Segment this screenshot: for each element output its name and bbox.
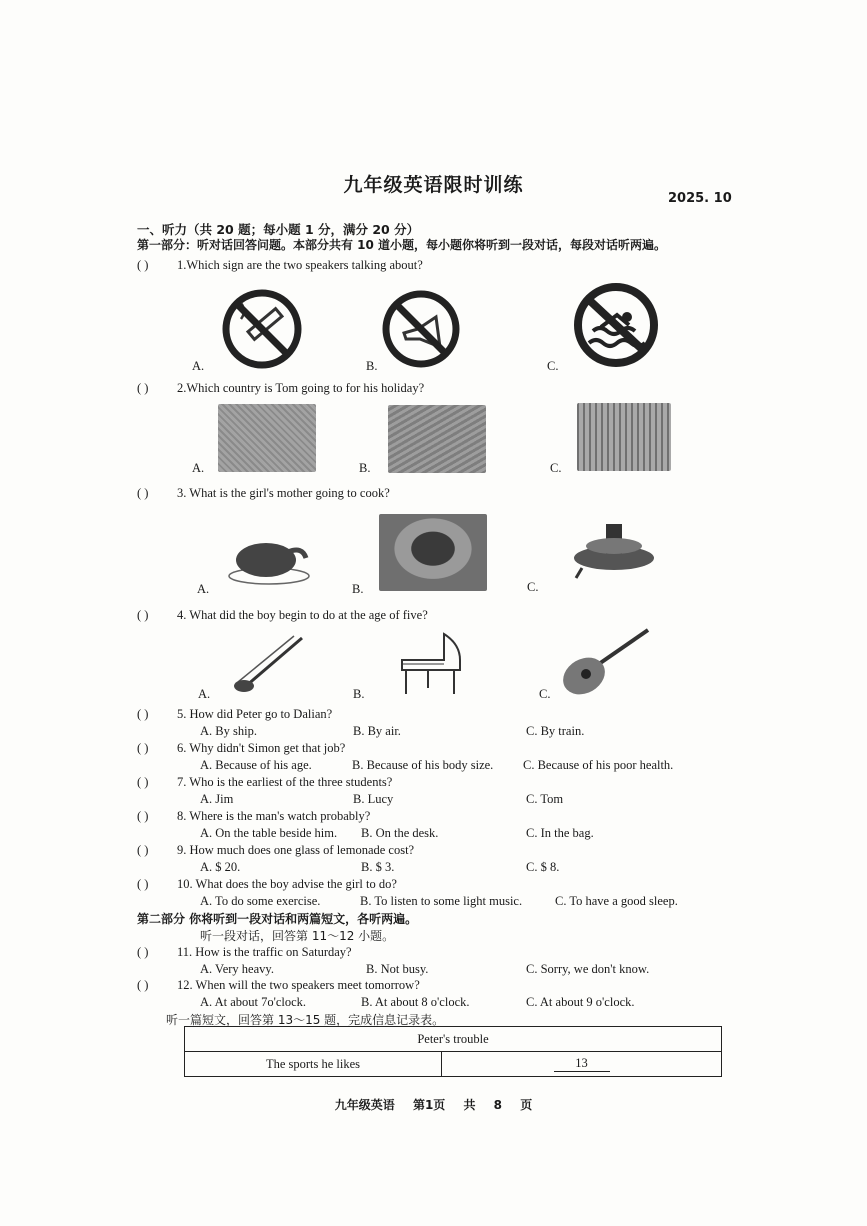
answer-bracket[interactable]: ( ) [137,945,149,959]
no-smoking-sign-icon [219,289,305,369]
question-8 [137,809,370,824]
answer-bracket[interactable]: ( ) [137,486,149,500]
answer-bracket[interactable]: ( ) [137,775,149,789]
q1-option-a-label[interactable]: A. [192,359,205,373]
page-footer: 九年级英语 第1页 共 8 页 [334,1098,533,1112]
q8-option-a[interactable]: A. On the table beside him. [200,826,338,840]
part2-instruction-2: 听一篇短文，回答第 13～15 题，完成信息记录表。 [166,1013,445,1027]
question-text: 4. What did the boy begin to do at the age of five? [177,608,428,622]
answer-bracket[interactable]: ( ) [137,877,149,891]
table-row-label: The sports he likes [185,1052,442,1077]
q10-option-a[interactable]: A. To do some exercise. [200,894,321,908]
q4-option-a-label[interactable]: A. [198,687,211,701]
question-text: 6. Why didn't Simon get that job? [177,741,346,755]
question-2 [137,381,424,396]
question-12 [137,978,420,993]
q1-option-c-label[interactable]: C. [547,359,559,373]
question-text: 12. When will the two speakers meet tomorrow? [177,978,420,992]
q12-option-a[interactable]: A. At about 7o'clock. [200,995,307,1009]
q11-option-c[interactable]: C. Sorry, we don't know. [526,962,650,976]
question-10 [137,877,397,892]
q9-option-b[interactable]: B. $ 3. [361,860,395,874]
question-text: 8. Where is the man's watch probably? [177,809,371,823]
exam-date: 2025. 10 [668,191,732,206]
q7-option-a[interactable]: A. Jim [200,792,234,806]
hotpot-icon [568,516,660,580]
question-11 [137,945,352,960]
answer-bracket[interactable]: ( ) [137,741,149,755]
q7-option-b[interactable]: B. Lucy [353,792,394,806]
answer-bracket[interactable]: ( ) [137,258,149,272]
q5-option-b[interactable]: B. By air. [353,724,401,738]
question-text: 11. How is the traffic on Saturday? [177,945,352,959]
q6-option-b[interactable]: B. Because of his body size. [352,758,494,772]
answer-bracket[interactable]: ( ) [137,809,149,823]
part2-heading: 第二部分 你将听到一段对话和两篇短文，各听两遍。 [137,912,418,926]
part2-instruction-1: 听一段对话，回答第 11～12 小题。 [200,929,395,943]
question-7 [137,775,392,790]
piano-icon [398,630,464,698]
landmark-photo-a [218,404,316,472]
question-text: 9. How much does one glass of lemonade cost? [177,843,415,857]
table-row-answer[interactable] [442,1052,722,1077]
q12-option-b[interactable]: B. At about 8 o'clock. [361,995,470,1009]
table-header: Peter's trouble [185,1027,722,1052]
question-text: 7. Who is the earliest of the three students? [177,775,393,789]
q3-option-b-label[interactable]: B. [352,582,364,596]
no-horn-sign-icon [380,289,462,369]
q12-option-c[interactable]: C. At about 9 o'clock. [526,995,635,1009]
q5-option-a[interactable]: A. By ship. [200,724,257,738]
answer-bracket[interactable]: ( ) [137,707,149,721]
question-text: 10. What does the boy advise the girl to do? [177,877,397,891]
q2-option-b-label[interactable]: B. [359,461,371,475]
q8-option-c[interactable]: C. In the bag. [526,826,594,840]
q10-option-c[interactable]: C. To have a good sleep. [555,894,678,908]
no-swimming-sign-icon [571,281,661,369]
q5-option-c[interactable]: C. By train. [526,724,585,738]
answer-bracket[interactable]: ( ) [137,381,149,395]
q2-option-a-label[interactable]: A. [192,461,205,475]
q3-option-c-label[interactable]: C. [527,580,539,594]
landmark-photo-b [388,405,486,473]
roast-chicken-icon [226,532,312,588]
landmark-photo-c [577,403,671,471]
question-text: 3. What is the girl's mother going to cook? [177,486,390,500]
question-text: 5. How did Peter go to Dalian? [177,707,333,721]
q1-option-b-label[interactable]: B. [366,359,378,373]
q4-option-c-label[interactable]: C. [539,687,551,701]
erhu-icon [228,634,310,696]
question-6 [137,741,345,756]
question-4 [137,608,428,623]
q3-option-a-label[interactable]: A. [197,582,210,596]
question-9 [137,843,414,858]
part1-heading: 第一部分：听对话回答问题。本部分共有 10 道小题，每小题你将听到一段对话，每段对话听两遍。 [137,238,667,252]
fish-dish-photo [379,514,487,591]
question-5 [137,707,332,722]
q10-option-b[interactable]: B. To listen to some light music. [360,894,523,908]
question-text: 1.Which sign are the two speakers talking about? [177,258,423,272]
guitar-icon [556,624,654,698]
q6-option-c[interactable]: C. Because of his poor health. [523,758,674,772]
answer-blank-13[interactable]: 13 [554,1056,610,1072]
info-record-table [184,1026,722,1077]
question-1 [137,258,423,273]
q4-option-b-label[interactable]: B. [353,687,365,701]
answer-bracket[interactable]: ( ) [137,978,149,992]
q9-option-c[interactable]: C. $ 8. [526,860,560,874]
q8-option-b[interactable]: B. On the desk. [361,826,439,840]
question-3 [137,486,390,501]
q9-option-a[interactable]: A. $ 20. [200,860,241,874]
q11-option-a[interactable]: A. Very heavy. [200,962,274,976]
q7-option-c[interactable]: C. Tom [526,792,564,806]
page-title: 九年级英语限时训练 [343,174,524,196]
section1-heading: 一、听力（共 20 题；每小题 1 分，满分 20 分） [137,222,420,237]
q2-option-c-label[interactable]: C. [550,461,562,475]
q6-option-a[interactable]: A. Because of his age. [200,758,312,772]
q11-option-b[interactable]: B. Not busy. [366,962,429,976]
question-text: 2.Which country is Tom going to for his holiday? [177,381,425,395]
answer-bracket[interactable]: ( ) [137,843,149,857]
answer-bracket[interactable]: ( ) [137,608,149,622]
